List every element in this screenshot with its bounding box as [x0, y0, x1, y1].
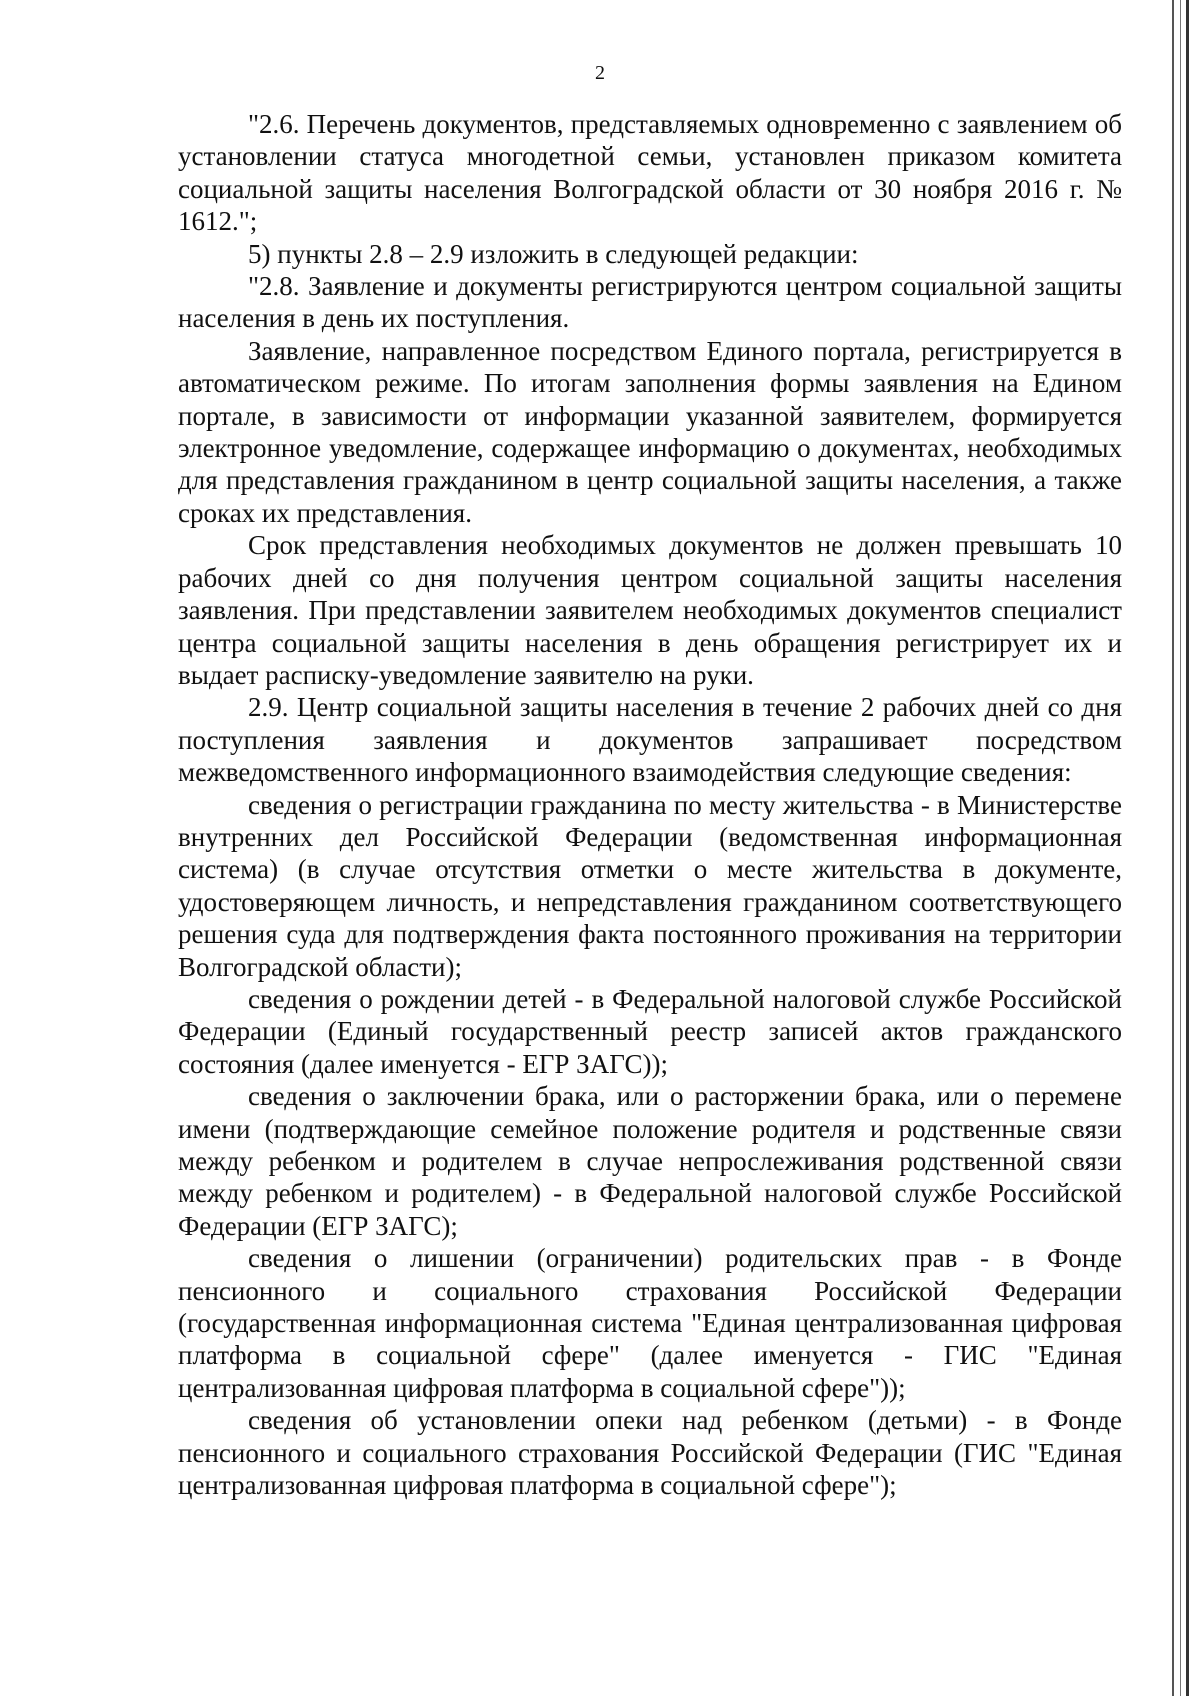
document-body: [178, 108, 1122, 1501]
paragraph-submission-deadline: Срок представления необходимых документов не должен превышать 10 рабочих дней со дня получения центром социальной защиты населения заявления. При представлении заявителем необходимых документов специалист центра социальной защиты населения в день обращения регистрирует их и выдает расписку-уведомление заявителю на руки.: [178, 530, 1122, 690]
list-item-guardianship-info: сведения об установлении опеки над ребенком (детьми) - в Фонде пенсионного и социального страхования Российской Федерации (ГИС "Единая централизованная цифровая платформа в социальной сфере");: [178, 1405, 1122, 1501]
list-item-birth-info: сведения о рождении детей - в Федеральной налоговой службе Российской Федерации (Единый государственный реестр записей актов гражданского состояния (далее именуется - ЕГР ЗАГС));: [178, 983, 1122, 1079]
paragraph-2-6: "2.6. Перечень документов, представляемых одновременно с заявлением об установлении статуса многодетной семьи, установлен приказом комитета социальной защиты населения Волгоградской области от 30 ноября 2016 г. № 1612.";: [178, 109, 1122, 237]
list-item-marriage-info: сведения о заключении брака, или о расторжении брака, или о перемене имени (подтверждающие семейное положение родителя и родственные связи между ребенком и родителем в случае непрослеживания родственной связи между ребенком и родителем) - в Федеральной налоговой службе Российской Федерации (ЕГР ЗАГС);: [178, 1081, 1122, 1241]
paragraph-amendment-5: 5) пункты 2.8 – 2.9 изложить в следующей редакции:: [248, 238, 859, 269]
paragraph-portal-registration: Заявление, направленное посредством Единого портала, регистрируется в автоматическом режиме. По итогам заполнения формы заявления на Едином портале, в зависимости от информации указанной заявителем, формируется электронное уведомление, содержащее информацию о документах, необходимых для представления гражданином в центр социальной защиты населения, а также сроках их представления.: [178, 335, 1122, 528]
paragraph-2-8: "2.8. Заявление и документы регистрируются центром социальной защиты населения в день их поступления.: [178, 271, 1122, 334]
list-item-parental-rights-info: сведения о лишении (ограничении) родительских прав - в Фонде пенсионного и социального страхования Российской Федерации (государственная информационная система "Единая централизованная цифровая платформа в социальной сфере" (далее именуется - ГИС "Единая централизованная цифровая платформа в социальной сфере"));: [178, 1243, 1122, 1403]
list-item-registration-info: сведения о регистрации гражданина по месту жительства - в Министерстве внутренних дел Российской Федерации (ведомственная информационная система) (в случае отсутствия отметки о месте жительства в документе, удостоверяющем личность, и непредставления гражданином соответствующего решения суда для подтверждения факта постоянного проживания на территории Волгоградской области);: [178, 789, 1122, 982]
scan-edge-line-2: [1180, 0, 1181, 1696]
scan-edge-line-1: [1172, 0, 1174, 1696]
page-number: 2: [595, 62, 605, 84]
scan-edge-line-3: [1186, 0, 1189, 1696]
paragraph-2-9: 2.9. Центр социальной защиты населения в течение 2 рабочих дней со дня поступления заявления и документов запрашивает посредством межведомственного информационного взаимодействия следующие сведения:: [178, 692, 1122, 788]
